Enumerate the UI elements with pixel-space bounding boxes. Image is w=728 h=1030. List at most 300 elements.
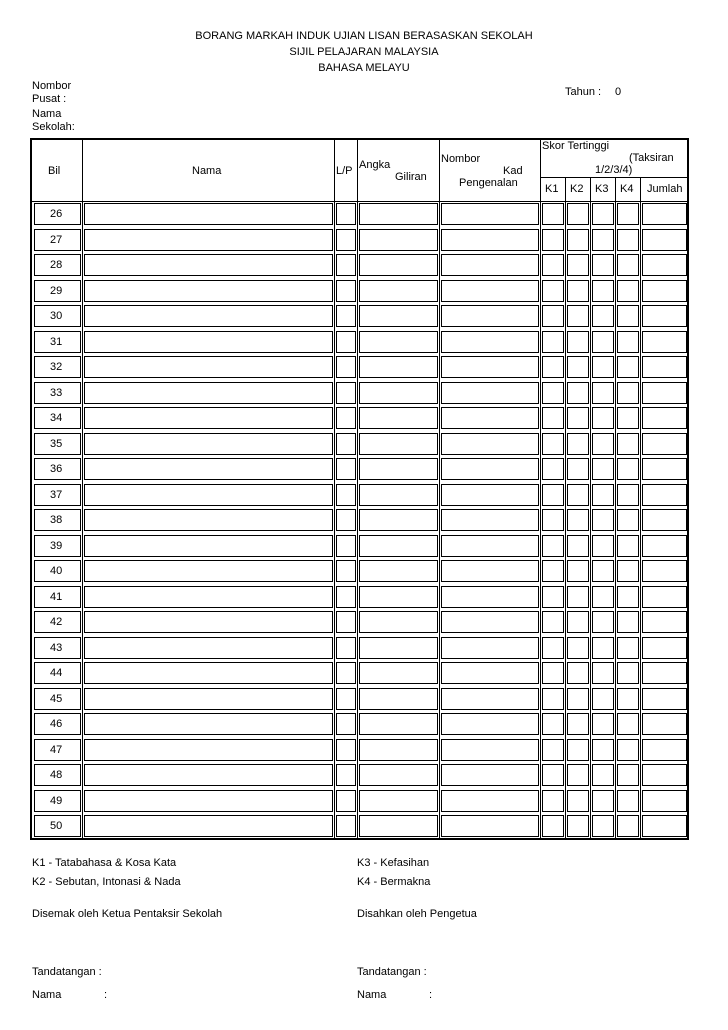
row-number: 36 [50,463,63,475]
k4-cell[interactable] [617,331,639,353]
marks-table [30,138,689,840]
k3-cell[interactable] [592,356,614,378]
k2-cell[interactable] [567,305,589,327]
k4-cell[interactable] [617,433,639,455]
jumlah-cell[interactable] [642,484,687,506]
k3-cell[interactable] [592,509,614,531]
legend-k3: K3 - Kefasihan [357,857,430,869]
row-number: 31 [50,335,63,348]
k2-cell[interactable] [567,713,589,735]
k3-cell[interactable] [592,713,614,735]
kad-pengenalan-cell[interactable] [441,637,539,659]
kad-pengenalan-cell[interactable] [441,254,539,276]
row-number: 37 [50,488,63,501]
table-row [32,329,687,355]
nama-cell[interactable] [84,790,333,812]
lp-cell[interactable] [336,458,356,480]
k2-cell[interactable] [567,815,589,837]
tahun-label: Tahun : [565,86,602,98]
col-header-nama: Nama [192,165,222,177]
row-number: 43 [50,641,63,654]
jumlah-cell[interactable] [642,433,687,455]
lp-cell[interactable] [336,688,356,710]
k2-cell[interactable] [567,586,589,608]
k4-cell[interactable] [617,739,639,761]
k1-cell[interactable] [542,433,564,455]
tandatangan-left-label: Tandatangan : [32,966,102,978]
k3-cell[interactable] [592,229,614,251]
col-header-jumlah: Jumlah [647,183,683,195]
angka-giliran-cell[interactable] [359,815,438,837]
k2-cell[interactable] [567,662,589,684]
k4-cell[interactable] [617,713,639,735]
angka-giliran-cell[interactable] [359,662,438,684]
nama-cell[interactable] [84,560,333,582]
k2-cell[interactable] [567,458,589,480]
angka-giliran-cell[interactable] [359,382,438,404]
row-number: 46 [50,718,63,730]
k3-cell[interactable] [592,637,614,659]
k1-cell[interactable] [542,509,564,531]
jumlah-cell[interactable] [642,407,687,429]
angka-giliran-cell[interactable] [359,764,438,786]
col-header-kad: Kad [503,165,523,177]
k4-cell[interactable] [617,815,639,837]
k2-cell[interactable] [567,688,589,710]
k4-cell[interactable] [617,382,639,404]
row-number: 44 [50,667,63,679]
row-number: 50 [50,820,63,832]
nama-cell[interactable] [84,382,333,404]
k3-cell[interactable] [592,382,614,404]
lp-cell[interactable] [336,254,356,276]
row-number: 30 [50,310,63,322]
angka-giliran-cell[interactable] [359,535,438,557]
sekolah-label: Sekolah: [32,121,75,133]
lp-cell[interactable] [336,535,356,557]
jumlah-cell[interactable] [642,662,687,684]
k4-cell[interactable] [617,356,639,378]
angka-giliran-cell[interactable] [359,739,438,761]
k4-cell[interactable] [617,662,639,684]
table-row [32,533,687,559]
kad-pengenalan-cell[interactable] [441,229,539,251]
k4-cell[interactable] [617,484,639,506]
k4-cell[interactable] [617,637,639,659]
nama-cell[interactable] [84,586,333,608]
col-header-lp: L/P [336,165,353,177]
lp-cell[interactable] [336,764,356,786]
k4-cell[interactable] [617,586,639,608]
lp-cell[interactable] [336,407,356,429]
table-row [32,482,687,508]
table-row [32,227,687,253]
k3-cell[interactable] [592,280,614,302]
kad-pengenalan-cell[interactable] [441,586,539,608]
k1-cell[interactable] [542,790,564,812]
k1-cell[interactable] [542,662,564,684]
row-number: 49 [50,794,63,807]
k1-cell[interactable] [542,560,564,582]
nama-cell[interactable] [84,229,333,251]
k2-cell[interactable] [567,535,589,557]
k3-cell[interactable] [592,662,614,684]
nama-cell[interactable] [84,764,333,786]
k4-cell[interactable] [617,203,639,225]
nama-cell[interactable] [84,433,333,455]
k1-cell[interactable] [542,382,564,404]
k1-cell[interactable] [542,458,564,480]
k1-cell[interactable] [542,764,564,786]
k3-cell[interactable] [592,739,614,761]
kad-pengenalan-cell[interactable] [441,203,539,225]
lp-cell[interactable] [336,433,356,455]
angka-giliran-cell[interactable] [359,305,438,327]
lp-cell[interactable] [336,713,356,735]
lp-cell[interactable] [336,305,356,327]
row-number: 47 [50,743,63,756]
table-row [32,584,687,610]
row-number: 38 [50,514,63,526]
lp-cell[interactable] [336,662,356,684]
col-header-pengenalan: Pengenalan [459,177,518,189]
k1-cell[interactable] [542,688,564,710]
jumlah-cell[interactable] [642,790,687,812]
kad-pengenalan-cell[interactable] [441,509,539,531]
k3-cell[interactable] [592,331,614,353]
k2-cell[interactable] [567,739,589,761]
angka-giliran-cell[interactable] [359,586,438,608]
jumlah-cell[interactable] [642,637,687,659]
row-number: 29 [50,284,63,297]
lp-cell[interactable] [336,484,356,506]
nama-cell[interactable] [84,484,333,506]
kad-pengenalan-cell[interactable] [441,688,539,710]
table-row [32,431,687,457]
jumlah-cell[interactable] [642,356,687,378]
table-row [32,380,687,406]
k2-cell[interactable] [567,229,589,251]
kad-pengenalan-cell[interactable] [441,305,539,327]
nama-cell[interactable] [84,458,333,480]
nama-cell[interactable] [84,815,333,837]
nama-cell[interactable] [84,713,333,735]
nama-right-colon: : [429,989,433,1001]
row-number: 45 [50,692,63,705]
nama-cell[interactable] [84,509,333,531]
table-row [32,686,687,712]
jumlah-cell[interactable] [642,331,687,353]
nama-cell[interactable] [84,662,333,684]
k2-cell[interactable] [567,356,589,378]
lp-cell[interactable] [336,637,356,659]
angka-giliran-cell[interactable] [359,484,438,506]
kad-pengenalan-cell[interactable] [441,739,539,761]
col-header-k3: K3 [595,183,609,195]
k3-cell[interactable] [592,586,614,608]
jumlah-cell[interactable] [642,739,687,761]
k1-cell[interactable] [542,815,564,837]
lp-cell[interactable] [336,560,356,582]
k1-cell[interactable] [542,254,564,276]
k3-cell[interactable] [592,484,614,506]
lp-cell[interactable] [336,356,356,378]
k1-cell[interactable] [542,637,564,659]
row-number: 26 [50,208,63,220]
k3-cell[interactable] [592,815,614,837]
k3-cell[interactable] [592,458,614,480]
angka-giliran-cell[interactable] [359,356,438,378]
angka-giliran-cell[interactable] [359,254,438,276]
angka-giliran-cell[interactable] [359,560,438,582]
k1-cell[interactable] [542,203,564,225]
row-number: 34 [50,412,63,424]
k2-cell[interactable] [567,484,589,506]
k1-cell[interactable] [542,611,564,633]
nama-cell[interactable] [84,305,333,327]
k2-cell[interactable] [567,331,589,353]
k1-cell[interactable] [542,407,564,429]
nama-cell[interactable] [84,739,333,761]
angka-giliran-cell[interactable] [359,203,438,225]
table-row [32,813,687,839]
jumlah-cell[interactable] [642,535,687,557]
nama-sekolah-label: Nama [32,108,62,120]
k1-cell[interactable] [542,713,564,735]
angka-giliran-cell[interactable] [359,407,438,429]
k4-cell[interactable] [617,764,639,786]
angka-giliran-cell[interactable] [359,713,438,735]
k2-cell[interactable] [567,611,589,633]
table-row [32,303,687,329]
nama-cell[interactable] [84,637,333,659]
table-row [32,252,687,278]
angka-giliran-cell[interactable] [359,688,438,710]
row-number: 33 [50,386,63,399]
lp-cell[interactable] [336,739,356,761]
lp-cell[interactable] [336,382,356,404]
kad-pengenalan-cell[interactable] [441,382,539,404]
angka-giliran-cell[interactable] [359,331,438,353]
pusat-label: Pusat : [32,93,67,105]
legend-k2: K2 - Sebutan, Intonasi & Nada [32,876,181,888]
jumlah-cell[interactable] [642,560,687,582]
kad-pengenalan-cell[interactable] [441,535,539,557]
jumlah-cell[interactable] [642,764,687,786]
jumlah-cell[interactable] [642,688,687,710]
tandatangan-right-label: Tandatangan : [357,966,427,978]
table-row [32,558,687,584]
k4-cell[interactable] [617,509,639,531]
nama-cell[interactable] [84,331,333,353]
lp-cell[interactable] [336,611,356,633]
k4-cell[interactable] [617,229,639,251]
nama-cell[interactable] [84,535,333,557]
k3-cell[interactable] [592,611,614,633]
k1-cell[interactable] [542,356,564,378]
kad-pengenalan-cell[interactable] [441,356,539,378]
k1-cell[interactable] [542,739,564,761]
angka-giliran-cell[interactable] [359,433,438,455]
k2-cell[interactable] [567,407,589,429]
col-header-skor: Skor Tertinggi [542,140,610,152]
jumlah-cell[interactable] [642,815,687,837]
table-row [32,660,687,686]
disemak-label: Disemak oleh Ketua Pentaksir Sekolah [32,908,223,920]
tahun-value: 0 [615,86,622,98]
kad-pengenalan-cell[interactable] [441,433,539,455]
lp-cell[interactable] [336,203,356,225]
k4-cell[interactable] [617,458,639,480]
kad-pengenalan-cell[interactable] [441,331,539,353]
kad-pengenalan-cell[interactable] [441,484,539,506]
row-number: 39 [50,539,63,552]
jumlah-cell[interactable] [642,382,687,404]
lp-cell[interactable] [336,586,356,608]
kad-pengenalan-cell[interactable] [441,611,539,633]
k4-cell[interactable] [617,535,639,557]
k2-cell[interactable] [567,382,589,404]
kad-pengenalan-cell[interactable] [441,662,539,684]
k3-cell[interactable] [592,203,614,225]
angka-giliran-cell[interactable] [359,790,438,812]
k1-cell[interactable] [542,586,564,608]
k2-cell[interactable] [567,254,589,276]
k4-cell[interactable] [617,254,639,276]
k4-cell[interactable] [617,560,639,582]
k2-cell[interactable] [567,433,589,455]
k3-cell[interactable] [592,764,614,786]
angka-giliran-cell[interactable] [359,458,438,480]
form-subtitle: SIJIL PELAJARAN MALAYSIA [289,46,439,58]
jumlah-cell[interactable] [642,509,687,531]
jumlah-cell[interactable] [642,586,687,608]
row-number: 27 [50,233,63,246]
row-number: 48 [50,769,63,781]
form-subject: BAHASA MELAYU [318,62,410,74]
table-row [32,711,687,737]
k1-cell[interactable] [542,535,564,557]
kad-pengenalan-cell[interactable] [441,815,539,837]
k3-cell[interactable] [592,535,614,557]
k4-cell[interactable] [617,280,639,302]
lp-cell[interactable] [336,331,356,353]
jumlah-cell[interactable] [642,254,687,276]
nama-left-label: Nama [32,989,62,1001]
lp-cell[interactable] [336,229,356,251]
legend-k1: K1 - Tatabahasa & Kosa Kata [32,857,177,869]
row-number: 41 [50,590,63,603]
k1-cell[interactable] [542,484,564,506]
jumlah-cell[interactable] [642,203,687,225]
k3-cell[interactable] [592,407,614,429]
k3-cell[interactable] [592,688,614,710]
col-header-taksiran-range: 1/2/3/4) [595,164,633,176]
nombor-label: Nombor [32,80,72,92]
nama-cell[interactable] [84,280,333,302]
jumlah-cell[interactable] [642,458,687,480]
k2-cell[interactable] [567,560,589,582]
jumlah-cell[interactable] [642,280,687,302]
row-number: 32 [50,361,63,373]
angka-giliran-cell[interactable] [359,229,438,251]
col-header-k2: K2 [570,183,584,195]
k3-cell[interactable] [592,790,614,812]
nama-cell[interactable] [84,254,333,276]
kad-pengenalan-cell[interactable] [441,458,539,480]
nama-cell[interactable] [84,688,333,710]
k1-cell[interactable] [542,229,564,251]
col-header-angka: Angka [359,159,391,171]
k4-cell[interactable] [617,790,639,812]
angka-giliran-cell[interactable] [359,637,438,659]
lp-cell[interactable] [336,509,356,531]
k1-cell[interactable] [542,280,564,302]
k3-cell[interactable] [592,254,614,276]
k2-cell[interactable] [567,637,589,659]
k2-cell[interactable] [567,790,589,812]
row-number: 40 [50,565,63,577]
k2-cell[interactable] [567,764,589,786]
k2-cell[interactable] [567,280,589,302]
jumlah-cell[interactable] [642,611,687,633]
kad-pengenalan-cell[interactable] [441,790,539,812]
k4-cell[interactable] [617,305,639,327]
nama-right-label: Nama [357,989,387,1001]
nama-cell[interactable] [84,611,333,633]
row-number: 35 [50,437,63,450]
k4-cell[interactable] [617,688,639,710]
table-row [32,788,687,814]
lp-cell[interactable] [336,280,356,302]
k3-cell[interactable] [592,433,614,455]
k1-cell[interactable] [542,305,564,327]
kad-pengenalan-cell[interactable] [441,560,539,582]
jumlah-cell[interactable] [642,229,687,251]
angka-giliran-cell[interactable] [359,280,438,302]
k3-cell[interactable] [592,305,614,327]
table-row [32,635,687,661]
table-row [32,507,687,533]
k4-cell[interactable] [617,407,639,429]
table-row [32,737,687,763]
col-header-k4: K4 [620,183,634,195]
k2-cell[interactable] [567,509,589,531]
nama-cell[interactable] [84,356,333,378]
jumlah-cell[interactable] [642,305,687,327]
col-header-nombor: Nombor [441,153,481,165]
nama-cell[interactable] [84,407,333,429]
k4-cell[interactable] [617,611,639,633]
k2-cell[interactable] [567,203,589,225]
lp-cell[interactable] [336,815,356,837]
lp-cell[interactable] [336,790,356,812]
k3-cell[interactable] [592,560,614,582]
angka-giliran-cell[interactable] [359,611,438,633]
kad-pengenalan-cell[interactable] [441,713,539,735]
table-row [32,278,687,304]
jumlah-cell[interactable] [642,713,687,735]
kad-pengenalan-cell[interactable] [441,764,539,786]
disahkan-label: Disahkan oleh Pengetua [357,908,477,920]
angka-giliran-cell[interactable] [359,509,438,531]
kad-pengenalan-cell[interactable] [441,280,539,302]
kad-pengenalan-cell[interactable] [441,407,539,429]
row-number: 42 [50,616,63,628]
table-row [32,456,687,482]
k1-cell[interactable] [542,331,564,353]
nama-cell[interactable] [84,203,333,225]
